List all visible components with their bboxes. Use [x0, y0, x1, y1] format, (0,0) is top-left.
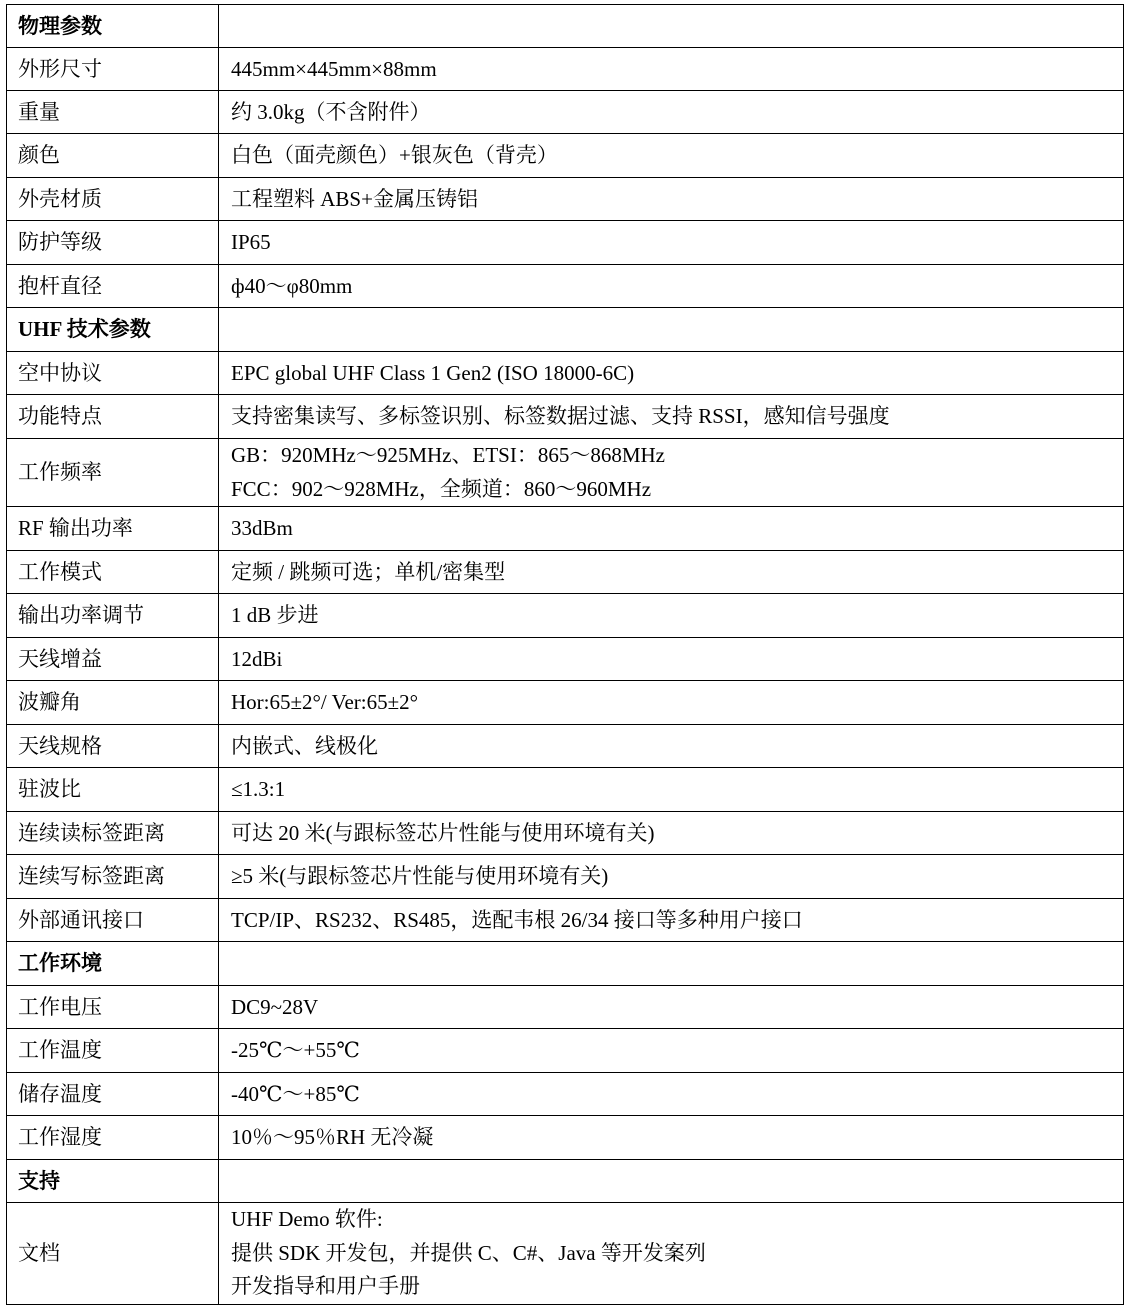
section-row [7, 1160, 1124, 1203]
spec-row [7, 178, 1124, 221]
spec-label: 天线规格 [7, 725, 219, 768]
spec-value-line: 12dBi [231, 646, 283, 671]
spec-value [219, 768, 1124, 812]
spec-row [7, 221, 1124, 265]
spec-row [7, 855, 1124, 899]
section-title: UHF 技术参数 [7, 308, 219, 352]
spec-row [7, 1203, 1124, 1305]
spec-value-line: 提供 SDK 开发包，并提供 C、C#、Java 等开发案列 [231, 1240, 706, 1265]
spec-value [219, 265, 1124, 308]
spec-label: 功能特点 [7, 395, 219, 439]
spec-row [7, 134, 1124, 178]
spec-value-line: UHF Demo 软件: [231, 1207, 383, 1232]
spec-value [219, 507, 1124, 551]
spec-label: 储存温度 [7, 1073, 219, 1116]
spec-table [6, 4, 1124, 1305]
spec-label: 工作电压 [7, 986, 219, 1029]
spec-value-line: IP65 [231, 230, 271, 254]
section-title: 工作环境 [7, 942, 219, 986]
spec-label: 抱杆直径 [7, 265, 219, 308]
spec-value-line: Hor:65±2°/ Ver:65±2° [231, 690, 419, 714]
spec-value-line: DC9~28V [231, 994, 319, 1019]
spec-value [219, 1116, 1124, 1160]
spec-label: 波瓣角 [7, 681, 219, 725]
spec-value [219, 308, 1124, 352]
spec-value [219, 681, 1124, 725]
spec-value-line: 可达 20 米(与跟标签芯片性能与使用环境有关) [231, 820, 655, 845]
spec-row [7, 1116, 1124, 1160]
spec-value [219, 986, 1124, 1029]
spec-label: 天线增益 [7, 638, 219, 681]
section-row [7, 5, 1124, 48]
spec-value [219, 899, 1124, 942]
spec-value [219, 812, 1124, 855]
spec-value [219, 551, 1124, 594]
section-title: 支持 [7, 1160, 219, 1203]
spec-value [219, 1203, 1124, 1305]
spec-label: 重量 [7, 91, 219, 134]
spec-value-line: 开发指导和用户手册 [231, 1274, 420, 1299]
spec-label: 工作湿度 [7, 1116, 219, 1160]
spec-value-line: 1 dB 步进 [231, 603, 319, 627]
spec-label: 外部通讯接口 [7, 899, 219, 942]
spec-label: 文档 [7, 1203, 219, 1305]
spec-value [219, 594, 1124, 638]
spec-row [7, 594, 1124, 638]
spec-value-line: -40℃～+85℃ [231, 1081, 360, 1106]
spec-value-line: 工程塑料 ABS+金属压铸铝 [231, 186, 478, 211]
spec-value-line: -25℃～+55℃ [231, 1038, 360, 1062]
spec-value-line: 33dBm [231, 516, 293, 540]
spec-label: 工作模式 [7, 551, 219, 594]
spec-value [219, 352, 1124, 395]
spec-row [7, 507, 1124, 551]
section-title: 物理参数 [7, 5, 219, 48]
spec-value-line: 白色（面壳颜色）+银灰色（背壳） [231, 143, 558, 167]
spec-label: 工作频率 [7, 439, 219, 507]
spec-row [7, 812, 1124, 855]
spec-value [219, 91, 1124, 134]
spec-label: 输出功率调节 [7, 594, 219, 638]
spec-row [7, 681, 1124, 725]
spec-value [219, 439, 1124, 507]
spec-row [7, 899, 1124, 942]
spec-row [7, 352, 1124, 395]
spec-value-line: TCP/IP、RS232、RS485，选配韦根 26/34 接口等多种用户接口 [231, 907, 803, 932]
spec-label: 外形尺寸 [7, 48, 219, 91]
spec-row [7, 725, 1124, 768]
spec-value [219, 942, 1124, 986]
spec-row [7, 638, 1124, 681]
spec-label: 颜色 [7, 134, 219, 178]
spec-value-line: FCC：902～928MHz，全频道：860～960MHz [231, 476, 652, 501]
spec-value [219, 48, 1124, 91]
spec-label: 防护等级 [7, 221, 219, 265]
spec-row [7, 551, 1124, 594]
spec-value-line: ≤1.3:1 [231, 777, 286, 801]
spec-value-line: GB：920MHz～925MHz、ETSI：865～868MHz [231, 443, 665, 467]
spec-row [7, 1029, 1124, 1073]
spec-value [219, 855, 1124, 899]
spec-value-line: 定频 / 跳频可选；单机/密集型 [231, 559, 506, 584]
spec-value [219, 638, 1124, 681]
spec-value-line: EPC global UHF Class 1 Gen2 (ISO 18000-6C) [231, 360, 635, 385]
spec-label: 驻波比 [7, 768, 219, 812]
spec-value [219, 221, 1124, 265]
spec-row [7, 265, 1124, 308]
spec-label: 连续读标签距离 [7, 812, 219, 855]
spec-row [7, 91, 1124, 134]
spec-value [219, 5, 1124, 48]
spec-row [7, 1073, 1124, 1116]
spec-value [219, 178, 1124, 221]
spec-value-line: ≥5 米(与跟标签芯片性能与使用环境有关) [231, 864, 609, 888]
spec-row [7, 986, 1124, 1029]
spec-row [7, 48, 1124, 91]
spec-value-line: 10％～95％RH 无冷凝 [231, 1125, 434, 1149]
spec-value-line: ф40～φ80mm [231, 273, 353, 298]
spec-label: 外壳材质 [7, 178, 219, 221]
section-row [7, 308, 1124, 352]
spec-value-line: 支持密集读写、多标签识别、标签数据过滤、支持 RSSI，感知信号强度 [231, 404, 890, 428]
spec-label: 工作温度 [7, 1029, 219, 1073]
spec-value-line: 445mm×445mm×88mm [231, 56, 437, 81]
spec-value-line: 约 3.0kg（不含附件） [231, 99, 431, 124]
spec-value [219, 1160, 1124, 1203]
spec-value [219, 1073, 1124, 1116]
spec-value [219, 395, 1124, 439]
spec-row [7, 439, 1124, 507]
spec-row [7, 768, 1124, 812]
section-row [7, 942, 1124, 986]
spec-row [7, 395, 1124, 439]
spec-value [219, 1029, 1124, 1073]
spec-value [219, 725, 1124, 768]
spec-label: 空中协议 [7, 352, 219, 395]
spec-value-line: 内嵌式、线极化 [231, 733, 378, 758]
spec-label: 连续写标签距离 [7, 855, 219, 899]
spec-value [219, 134, 1124, 178]
spec-table-body [7, 5, 1124, 1305]
spec-label: RF 输出功率 [7, 507, 219, 551]
